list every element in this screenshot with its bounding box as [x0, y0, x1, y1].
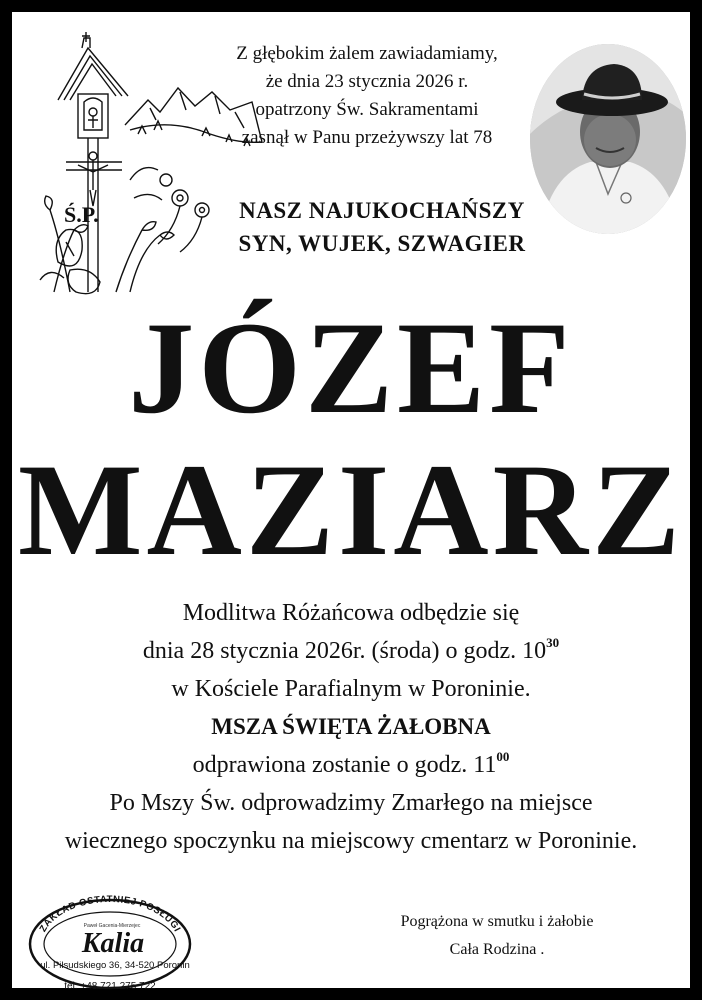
intro-line: opatrzony Św. Sakramentami — [255, 99, 479, 120]
obituary-page — [12, 12, 690, 992]
family-line: Cała Rodzina . — [449, 941, 545, 958]
family-signature — [392, 908, 602, 964]
logo-brand: Kalia — [81, 928, 145, 959]
relationship-headline — [182, 194, 582, 260]
last-name: MAZIARZ — [17, 436, 685, 583]
logo-address: ul. Piłsudskiego 36, 34-520 Poronin — [40, 960, 190, 971]
announcement-intro — [212, 40, 522, 152]
ceremony-line: Modlitwa Różańcowa odbędzie się — [182, 600, 520, 626]
logo-owner: Paweł Gacenia-Mierzejec — [83, 923, 141, 929]
logo-arc-text: ZAKŁAD OSTATNIEJ POSŁUGI — [37, 893, 183, 934]
ceremony-line: w Kościele Parafialnym w Poroninie. — [171, 676, 531, 702]
intro-line: Z głębokim żalem zawiadamiamy, — [236, 43, 498, 64]
mass-heading: MSZA ŚWIĘTA ŻAŁOBNA — [211, 714, 491, 739]
ceremony-line: wiecznego spoczynku na miejscowy cmentarz w Poroninie. — [64, 828, 638, 854]
intro-line: że dnia 23 stycznia 2026 r. — [265, 71, 469, 92]
logo-phone: tel. +48 721 275 722 — [64, 981, 156, 992]
ceremony-line — [12, 632, 690, 670]
headline-line: NASZ NAJUKOCHAŃSZY — [239, 198, 525, 223]
mass-time: odprawiona zostanie o godz. 11 — [192, 752, 497, 778]
ceremony-line — [12, 746, 690, 784]
time-minutes: 30 — [546, 635, 560, 650]
time-minutes: 00 — [496, 749, 510, 764]
family-line: Pogrążona w smutku i żałobie — [400, 913, 594, 930]
intro-line: zasnął w Panu przeżywszy lat 78 — [241, 127, 493, 148]
ceremony-details — [12, 594, 690, 860]
ceremony-date: dnia 28 stycznia 2026r. (środa) o godz. 10 — [142, 638, 547, 664]
first-name: JÓZEF — [128, 294, 574, 441]
sp-abbreviation: Ś.P. — [64, 202, 99, 227]
headline-line: SYN, WUJEK, SZWAGIER — [238, 231, 526, 256]
ceremony-line: Po Mszy Św. odprowadzimy Zmarłego na miejsce — [109, 790, 593, 816]
